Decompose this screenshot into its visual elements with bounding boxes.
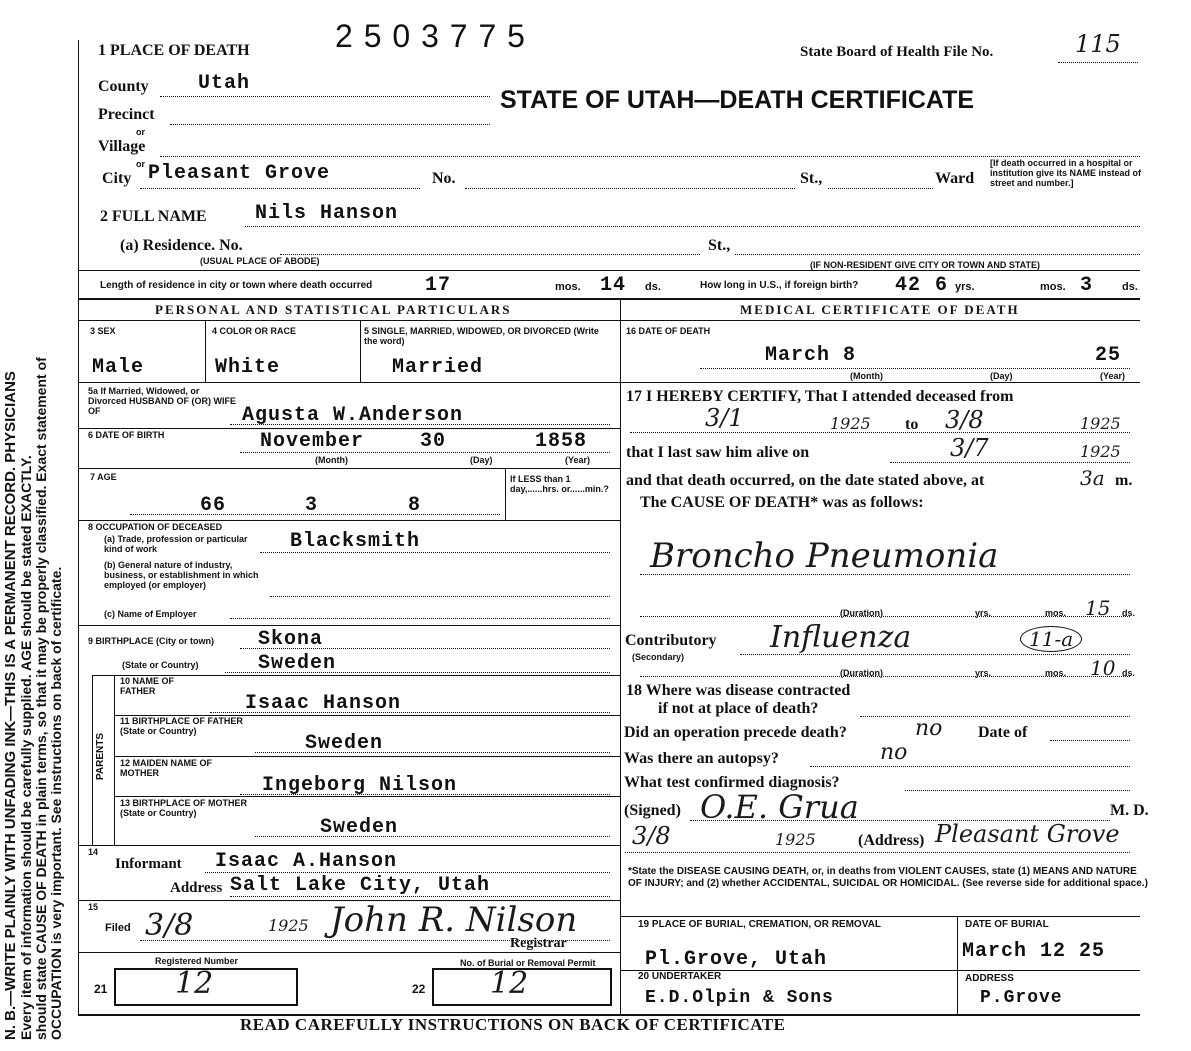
informant-value: Isaac A.Hanson [215,850,398,873]
operation-value: no [915,716,943,741]
employer-label: (c) Name of Employer [104,609,197,619]
registrar-label: Registrar [510,936,567,951]
test-q: What test confirmed diagnosis? [624,774,840,791]
duration-value: 15 [1085,596,1111,620]
attended-from-date: 3/1 [705,404,744,432]
place-of-death-label: 1 PLACE OF DEATH [98,42,250,59]
secondary-label: (Secondary) [632,652,685,662]
file-number-value: 115 [1075,30,1121,58]
marital-value: Married [392,356,484,379]
side-note-line3: should state CAUSE OF DEATH in plain terms, so that it may be properly classified. Exact statement of [33,357,49,1040]
date-of-death-label: 16 DATE OF DEATH [626,326,711,336]
father-name-value: Isaac Hanson [245,692,402,715]
contributory-label: Contributory [625,632,717,649]
attended-to-date: 3/8 [945,406,984,434]
duration-ds-label: ds. [1122,608,1136,618]
death-occurred-m: m. [1115,472,1133,489]
side-note-line2: Every item of information should be carefully supplied. AGE should be stated EXACTLY. [18,455,34,1040]
us-ds-value: 3 [1080,274,1094,297]
registrar-signature: John R. Nilson [330,900,578,940]
us-yrs-label: yrs. [955,281,975,293]
parents-label: PARENTS [95,732,106,780]
last-saw-year: 1925 [1080,442,1121,461]
or-label-1: or [136,127,145,137]
father-birthplace-value: Sweden [305,732,384,755]
footer-instructions: READ CAREFULLY INSTRUCTIONS ON BACK OF CERTIFICATE [240,1015,786,1034]
usual-place-label: (USUAL PLACE OF ABODE) [200,256,320,266]
cause-footnote: *State the DISEASE CAUSING DEATH, or, in deaths from VIOLENT CAUSES, state (1) MEANS AND NATURE OF INJURY; and (2) whether ACCIDENTAL, SUICIDAL OR HOMICIDAL. (See reverse side for additional space.) [628,866,1148,889]
us-ds-label: ds. [1122,281,1138,293]
dob-day: 30 [420,430,447,453]
stamped-number: 2 5 0 3 7 7 5 [335,18,526,54]
burial-place-label: 19 PLACE OF BURIAL, CREMATION, OR REMOVAL [638,919,881,930]
left-border [78,40,79,1015]
age-years: 66 [200,494,227,517]
precinct-label: Precinct [98,106,155,123]
age-days: 8 [408,494,422,517]
birthplace-label: 9 BIRTHPLACE (City or town) [88,636,214,646]
burial-date-label: DATE OF BURIAL [965,919,1049,930]
length-ds-label: ds. [645,281,661,293]
registered-number-label: Registered Number [155,956,239,966]
us-label: How long in U.S., if foreign birth? [700,280,859,291]
certificate-title: STATE OF UTAH—DEATH CERTIFICATE [500,86,975,114]
birthplace-city: Skona [258,628,324,651]
length-mos-value: 14 [600,274,627,297]
side-note-line4: OCCUPATION is very important. See instructions on back of certificate. [48,566,64,1040]
mother-birthplace-label: 13 BIRTHPLACE OF MOTHER (State or Country) [120,798,248,818]
informant-address-value: Salt Lake City, Utah [230,874,491,897]
physician-signature: O.E. Grua [700,788,859,826]
personal-section-title: PERSONAL AND STATISTICAL PARTICULARS [155,302,512,317]
contrib-duration-value: 10 [1090,656,1116,680]
dod-year-label: (Year) [1100,371,1126,381]
autopsy-value: no [880,740,908,765]
dod-month-label: (Month) [850,371,883,381]
physician-address-label: (Address) [858,832,925,849]
dod-day-label: (Day) [990,371,1013,381]
full-name-label: 2 FULL NAME [100,208,207,225]
city-value: Pleasant Grove [148,162,331,185]
residence-label: (a) Residence. No. [120,237,243,254]
filed-year: 1925 [268,916,309,935]
industry-label: (b) General nature of industry, business, or establishment in which employed (or employer) [104,560,259,590]
dob-month-label: (Month) [315,455,348,465]
spouse-label: 5a If Married, Widowed, or Divorced HUSBAND OF (OR) WIFE OF [88,386,237,416]
mother-birthplace-value: Sweden [320,816,399,839]
father-birthplace-label: 11 BIRTHPLACE OF FATHER (State or Country) [120,716,243,736]
contrib-yrs-label: yrs. [975,668,992,678]
item-14-number: 14 [88,847,99,857]
attended-to-label: to [905,416,919,433]
dob-month: November [260,430,365,453]
burial-place-value: Pl.Grove, Utah [645,948,828,971]
county-value: Utah [198,72,251,95]
date-of-death-year: 25 [1095,344,1122,367]
no-label: No. [432,170,456,187]
city-label: City [102,170,132,187]
signed-date: 3/8 [632,822,671,850]
full-name-value: Nils Hanson [255,202,399,225]
birthplace-state-label: (State or Country) [122,660,199,670]
signed-label: (Signed) [624,802,681,819]
contributory-code: 11-a [1020,626,1082,652]
father-name-label: 10 NAME OF FATHER [120,676,175,696]
medical-section-title: MEDICAL CERTIFICATE OF DEATH [740,302,1020,317]
us-yrs-value: 42 [895,274,922,297]
occupation-label: 8 OCCUPATION OF DECEASED [88,522,223,532]
marital-label: 5 SINGLE, MARRIED, WIDOWED, OR DIVORCED (Write the word) [364,326,599,346]
file-number-label: State Board of Health File No. [800,44,994,60]
filed-label: Filed [105,922,131,934]
burial-permit-label: No. of Burial or Removal Permit [460,958,596,968]
duration-label: (Duration) [840,608,883,618]
mother-name-value: Ingeborg Nilson [262,774,458,797]
length-residence-label: Length of residence in city or town where death occurred [100,280,373,291]
dob-year: 1858 [535,430,588,453]
physician-address-value: Pleasant Grove [935,820,1120,848]
us-mos-value: 6 [935,274,949,297]
duration-mos-label: mos. [1045,608,1067,618]
operation-date-label: Date of [978,724,1028,741]
duration-yrs-label: yrs. [975,608,992,618]
less-than-label: If LESS than 1 day,......hrs. or......min.? [510,474,609,494]
attended-from-year: 1925 [830,414,871,433]
burial-date-value: March 12 25 [962,940,1106,963]
or-label-2: or [136,159,145,169]
undertaker-address-label: ADDRESS [965,973,1014,984]
filed-date: 3/8 [145,908,194,943]
spouse-value: Agusta W.Anderson [242,404,464,427]
item-15-number: 15 [88,902,99,912]
contributory-value: Influenza [770,620,912,655]
contrib-mos-label: mos. [1045,668,1067,678]
cause-of-death-label: The CAUSE OF DEATH* was as follows: [640,494,924,511]
cause-of-death-value: Broncho Pneumonia [650,536,999,576]
undertaker-value: E.D.Olpin & Sons [645,988,834,1008]
last-saw-text: that I last saw him alive on [626,444,810,461]
center-divider [620,298,621,1016]
death-occurred-text: and that death occurred, on the date stated above, at [626,472,985,489]
age-months: 3 [305,494,319,517]
age-label: 7 AGE [90,472,117,482]
occupation-value: Blacksmith [290,530,421,553]
color-value: White [215,356,281,379]
dob-year-label: (Year) [565,455,591,465]
disease-contracted-q: 18 Where was disease contracted [626,682,851,699]
undertaker-address-value: P.Grove [980,988,1063,1008]
side-note-line1: N. B.—WRITE PLAINLY WITH UNFADING INK—THIS IS A PERMANENT RECORD. PHYSICIANS [2,371,19,1040]
length-residence-value: 17 [425,274,452,297]
last-saw-date: 3/7 [950,434,989,462]
death-occurred-time: 3a [1080,466,1105,490]
color-label: 4 COLOR OR RACE [212,326,297,336]
disease-contracted-q2: if not at place of death? [658,700,819,717]
contrib-duration-label: (Duration) [840,668,883,678]
ward-note: [If death occurred in a hospital or institution give its NAME instead of street and number.] [990,158,1142,188]
dob-day-label: (Day) [470,455,493,465]
operation-q: Did an operation precede death? [624,724,847,741]
item-21-number: 21 [94,982,108,996]
nonresident-label: (IF NON-RESIDENT GIVE CITY OR TOWN AND STATE) [810,260,1041,270]
residence-street-label: St., [708,237,731,254]
registered-number-value: 12 [175,966,214,1001]
attended-to-year: 1925 [1080,414,1121,433]
length-mos-label: mos. [555,281,581,293]
certify-text: 17 I HEREBY CERTIFY, That I attended deceased from [626,388,1014,405]
signed-year: 1925 [775,830,816,849]
county-label: County [98,78,149,95]
autopsy-q: Was there an autopsy? [624,750,779,767]
undertaker-label: 20 UNDERTAKER [638,971,722,982]
informant-label: Informant [115,856,182,872]
date-of-death-month: March 8 [765,344,857,367]
birthplace-country: Sweden [258,652,337,675]
street-label: St., [800,170,823,187]
burial-permit-value: 12 [490,966,529,1001]
contrib-ds-label: ds. [1122,668,1136,678]
trade-label: (a) Trade, profession or particular kind of work [104,534,248,554]
village-label: Village [98,138,146,155]
us-mos-label: mos. [1040,281,1066,293]
sex-label: 3 SEX [90,326,116,336]
informant-address-label: Address [170,880,223,896]
mother-name-label: 12 MAIDEN NAME OF MOTHER [120,758,213,778]
dob-label: 6 DATE OF BIRTH [88,430,165,440]
md-label: M. D. [1110,802,1149,819]
item-22-number: 22 [412,982,426,996]
sex-value: Male [92,356,145,379]
ward-label: Ward [935,170,975,187]
